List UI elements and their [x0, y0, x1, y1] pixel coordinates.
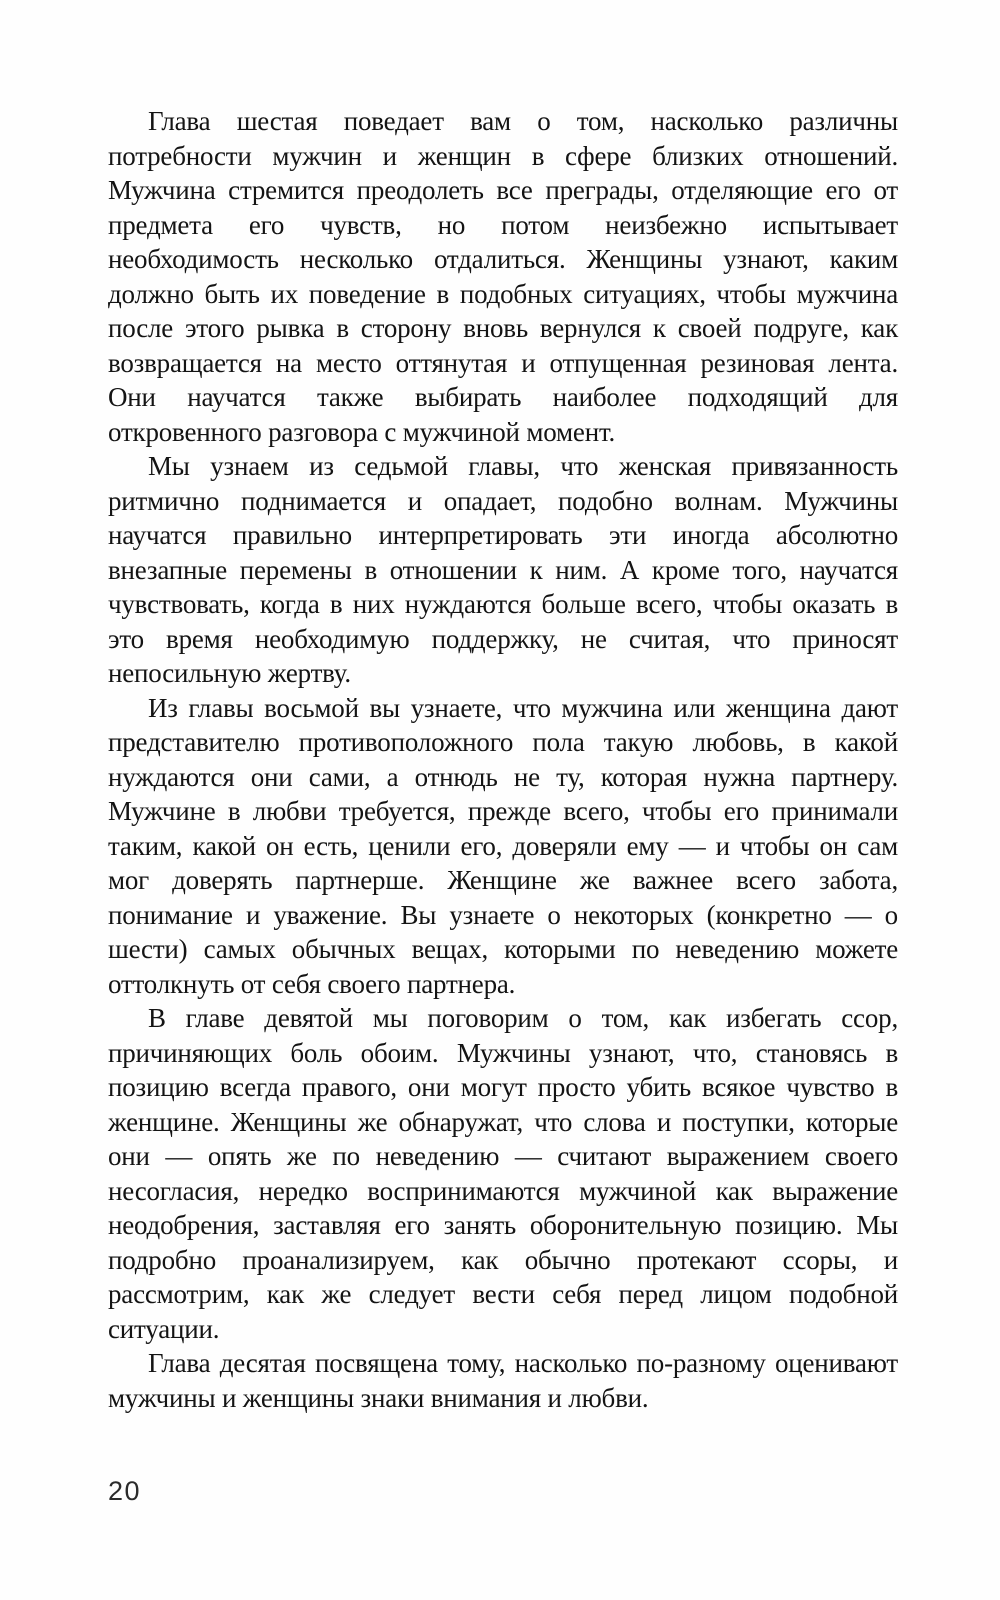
paragraph-chapter-nine: В главе девятой мы поговорим о том, как избегать ссор, причиняющих боль обоим. Мужчины узнают, что, становясь в позицию всегда правого, они могут просто убить всякое чувство в женщине. Женщины же обнаружат, что слова и поступки, которые они — опять же по неведению — считают выражением своего несогласия, нередко воспринимаются мужчиной как выражение неодобрения, заставляя его занять оборонительную позицию. Мы подробно проанализируем, как обычно протекают ссоры, и рассмотрим, как же следует вести себя перед лицом подобной ситуации. — [108, 1003, 898, 1344]
paragraph-chapter-eight: Из главы восьмой вы узнаете, что мужчина или женщина дают представителю противоположного пола такую любовь, в какой нуждаются они сами, а отнюдь не ту, которая нужна партнеру. Мужчине в любви требуется, прежде всего, чтобы его принимали таким, какой он есть, ценили его, доверяли ему — и чтобы он сам мог доверять партнерше. Женщине же важнее всего забота, понимание и уважение. Вы узнаете о некоторых (конкретно — о шести) самых обычных вещах, которыми по неведению можете оттолкнуть от себя своего партнера. — [108, 692, 898, 999]
paragraph-chapter-six: Глава шестая поведает вам о том, насколько различны потребности мужчин и женщин в сфере близких отношений. Мужчина стремится преодолеть все преграды, отделяющие его от предмета его чувств, но потом неизбежно испытывает необходимость несколько отдалиться. Женщины узнают, каким должно быть их поведение в подобных ситуациях, чтобы мужчина после этого рывка в сторону вновь вернулся к своей подруге, как возвращается на место оттянутая и отпущенная резиновая лента. Они научатся также выбирать наиболее подходящий для откровенного разговора с мужчиной момент. — [108, 106, 898, 447]
paragraph-chapter-seven: Мы узнаем из седьмой главы, что женская привязанность ритмично поднимается и опадает, подобно волнам. Мужчины научатся правильно интерпретировать эти иногда абсолютно внезапные перемены в отношении к ним. А кроме того, научатся чувствовать, когда в них нуждаются больше всего, чтобы оказать в это время необходимую поддержку, не считая, что приносят непосильную жертву. — [108, 451, 898, 688]
page-number: 20 — [108, 1476, 142, 1506]
body-text — [108, 104, 898, 1415]
paragraph-chapter-ten: Глава десятая посвящена тому, насколько по-разному оценивают мужчины и женщины знаки внимания и любви. — [108, 1348, 898, 1413]
